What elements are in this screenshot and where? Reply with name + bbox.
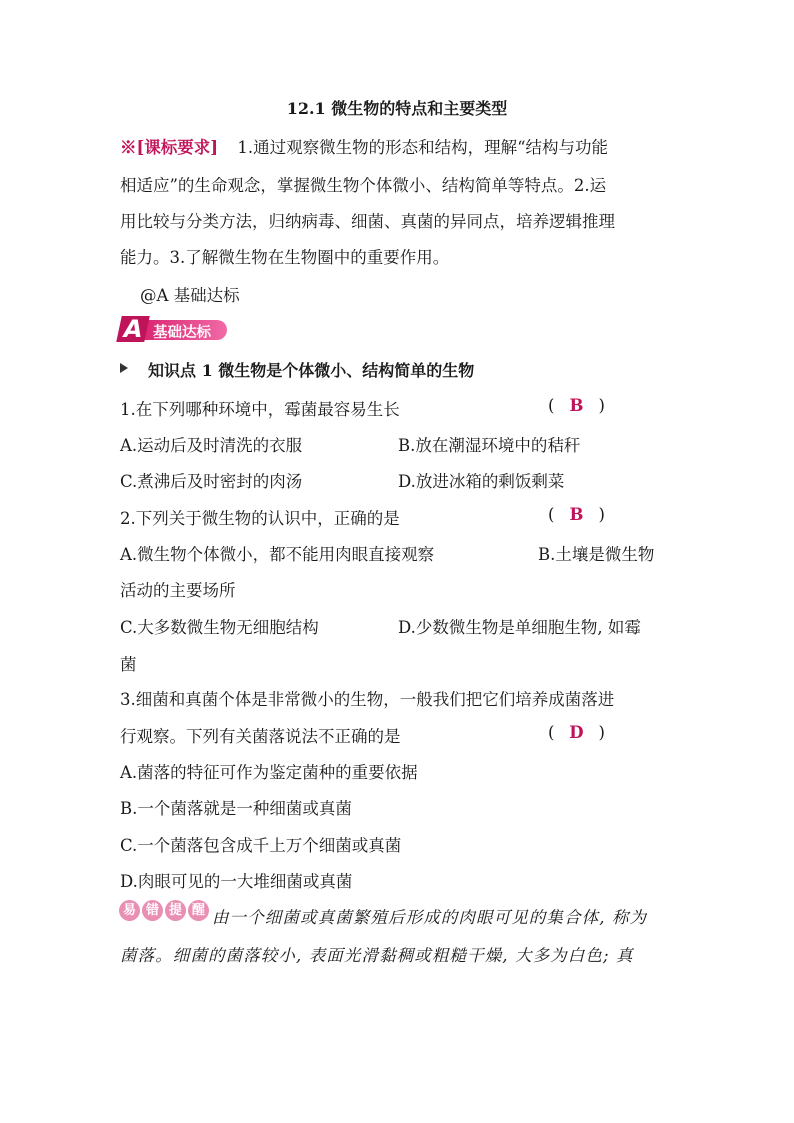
tip-badge: 醒 — [188, 900, 209, 921]
question-3-stem-2: 行观察。下列有关菌落说法不正确的是 — [120, 727, 401, 746]
question-2-option-d: D.少数微生物是单细胞生物, 如霉 — [398, 618, 641, 637]
tip-badge: 提 — [165, 900, 186, 921]
section-banner — [119, 316, 227, 342]
question-3-option-a: A.菌落的特征可作为鉴定菌种的重要依据 — [120, 763, 418, 782]
tip-badge: 错 — [142, 900, 163, 921]
tip-badge: 易 — [119, 900, 140, 921]
answer-letter: D — [569, 723, 584, 742]
knowledge-point-heading: 知识点 1 微生物是个体微小、结构简单的生物 — [148, 361, 475, 380]
question-3-option-d: D.肉眼可见的一大堆细菌或真菌 — [120, 872, 353, 891]
question-3-answer: ( D ) — [548, 723, 605, 742]
requirements-line-2: 相适应”的生命观念，掌握微生物个体微小、结构简单等特点。2.运 — [120, 176, 607, 195]
requirements-line-3: 用比较与分类方法，归纳病毒、细菌、真菌的异同点，培养逻辑推理 — [120, 212, 615, 231]
question-3-option-c: C.一个菌落包含成千上万个细菌或真菌 — [120, 836, 402, 855]
question-1-option-b: B.放在潮湿环境中的秸秆 — [398, 436, 581, 455]
requirements-line-1 — [120, 134, 608, 158]
banner-a-icon: A — [116, 316, 150, 342]
question-1-option-d: D.放进冰箱的剩饭剩菜 — [398, 472, 565, 491]
triangle-bullet-icon — [120, 363, 128, 373]
question-1-option-c: C.煮沸后及时密封的肉汤 — [120, 472, 303, 491]
page-title: 12.1 微生物的特点和主要类型 — [286, 99, 508, 118]
requirements-label: ※[课标要求] — [120, 138, 219, 157]
tip-line-2: 菌落。细菌的菌落较小, 表面光滑黏稠或粗糙干燥, 大多为白色; 真 — [120, 946, 634, 965]
question-2-answer: ( B ) — [548, 505, 605, 524]
question-3-option-b: B.一个菌落就是一种细菌或真菌 — [120, 799, 352, 818]
question-2-stem: 2.下列关于微生物的认识中，正确的是 — [120, 509, 400, 528]
question-2-option-b-cont: 活动的主要场所 — [120, 581, 236, 600]
tip-line-1: 由一个细菌或真菌繁殖后形成的肉眼可见的集合体, 称为 — [212, 908, 648, 927]
section-marker: @A 基础达标 — [140, 286, 240, 305]
question-1-stem: 1.在下列哪种环境中，霉菌最容易生长 — [120, 400, 400, 419]
requirements-text-1: 1.通过观察微生物的形态和结构，理解“结构与功能 — [237, 138, 609, 157]
requirements-line-4: 能力。3.了解微生物在生物圈中的重要作用。 — [120, 248, 450, 267]
question-2-option-c: C.大多数微生物无细胞结构 — [120, 618, 319, 637]
question-1-option-a: A.运动后及时清洗的衣服 — [120, 436, 303, 455]
banner-label: 基础达标 — [153, 325, 211, 341]
question-2-option-d-cont: 菌 — [120, 655, 137, 674]
question-3-stem-1: 3.细菌和真菌个体是非常微小的生物，一般我们把它们培养成菌落进 — [120, 690, 615, 709]
question-2-option-a: A.微生物个体微小，都不能用肉眼直接观察 — [120, 545, 435, 564]
question-2-option-b: B.土壤是微生物 — [538, 545, 655, 564]
answer-letter: B — [569, 396, 584, 415]
tip-badge-group — [119, 900, 209, 921]
question-1-answer: ( B ) — [548, 396, 605, 415]
answer-letter: B — [569, 505, 584, 524]
